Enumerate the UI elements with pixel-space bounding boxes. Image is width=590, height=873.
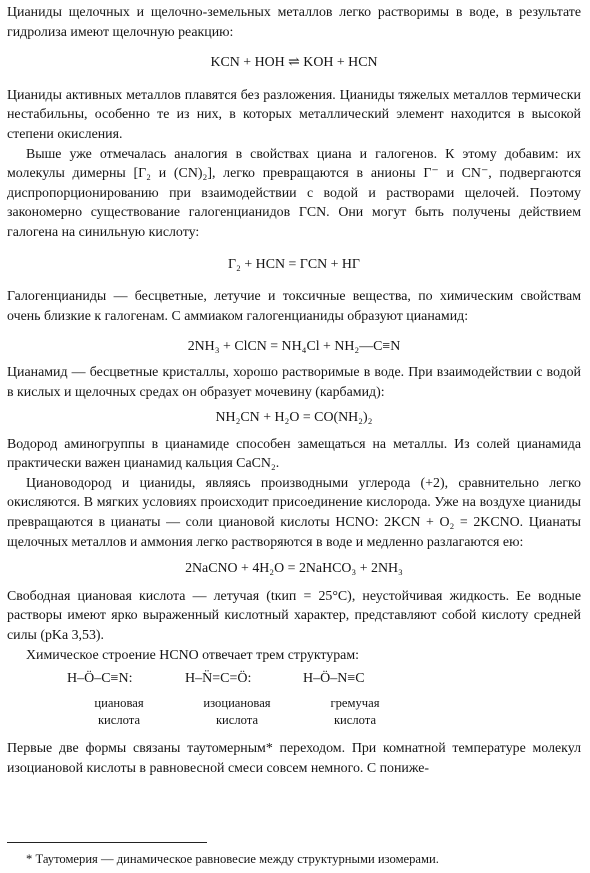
paragraph-halogencyanides: Галогенцианиды — бесцветные, летучие и токсичные вещества, по химическим свойствам очень близкие к галогенам. С аммиаком галогенцианиды образуют цианамид: [7,289,581,324]
footnote-divider [7,842,207,843]
paragraph-cyanides-hydrolysis: Цианиды щелочных и щелочно-земельных металлов легко растворимы в воде, в результате гидролиза имеют щелочную реакцию: [7,5,581,40]
paragraph-cyanides-melting: Цианиды активных металлов плавятся без разложения. Цианиды тяжелых металлов термически нестабильны, особенно те из них, в которых металлический элемент находится в высокой степени окисления. [7,87,581,142]
paragraph-tautomerism: Первые две формы связаны таутомерным* переходом. При комнатной температуре молекул изоциановой кислоты в равновесной смеси совсем немного. С пониже- [7,741,581,776]
structure-fulminic-acid [296,669,414,729]
footnote: * Таутомерия — динамическое равновесие между структурными изомерами. [26,852,439,866]
paragraph-cyanamide-salts: Водород аминогруппы в цианамиде способен замещаться на металлы. Из солей цианамида практически важен цианамид кальция CaCN₂. [7,436,581,472]
equation-halogen-cyanide: Г₂ + HCN = ГCN + HГ [228,256,360,272]
equation-cyanamide-formation: 2NH₃ + ClCN = NH₄Cl + NH₂—C≡N [187,339,401,355]
structure-name: изоциановая кислота [203,696,271,728]
paragraph-oxidation: Циановодород и цианиды, являясь производными углерода (+2), сравнительно легко окисляются. В мягких условиях происходит присоединение кислорода. Уже на воздухе цианиды превращаются в цианаты — соли циановой кислоты HCNO: 2KCN + O₂ = 2KCNO. Цианаты щелочных металлов и аммония легко растворяются в воде и медленно разлагаются ею: [7,475,581,550]
paragraph-structures-intro: Химическое строение HCNO отвечает трем структурам: [26,647,359,663]
equation-kcn-hydrolysis: KCN + HOH ⇌ KOH + HCN [210,55,378,71]
structure-cyanic-acid [60,669,178,729]
structure-formula: H–N̈=C=Ö: [185,671,252,687]
equation-urea-formation: NH₂CN + H₂O = CO(NH₂)₂ [215,410,373,426]
paragraph-halogen-analogy: Выше уже отмечалась аналогия в свойствах циана и галогенов. К этому добавим: их молекулы димерны [Г₂ и (CN)₂], легко превращаются в анионы Г⁻ и CN⁻, подвергаются диспропорционированию при взаимодействии с водой и растворами щелочей. Поэтому закономерно существование галогенцианидов ГCN. Они могут быть получены действием галогена на синильную кислоту: [7,146,581,240]
structure-formula: H–Ö–N≡C [303,671,365,687]
structure-name: циановая кислота [94,696,144,728]
structure-name: гремучая кислота [330,696,380,728]
equation-cyanate-decomposition: 2NaCNO + 4H₂O = 2NaHCO₃ + 2NH₃ [185,561,403,577]
paragraph-cyanic-acid: Свободная циановая кислота — летучая (tкип = 25°C), неустойчивая жидкость. Ее водные растворы имеют ярко выраженный кислотный характер, представляют собой кислоту средней силы (pKa 3,53). [7,588,581,644]
paragraph-cyanamide: Цианамид — бесцветные кристаллы, хорошо растворимые в воде. При взаимодействии с водой в кислых и щелочных средах он образует мочевину (карбамид): [7,364,581,400]
structure-isocyanic-acid [178,669,296,729]
structure-formula: H–Ö–C≡N: [67,671,133,687]
hcno-structures [60,669,581,729]
